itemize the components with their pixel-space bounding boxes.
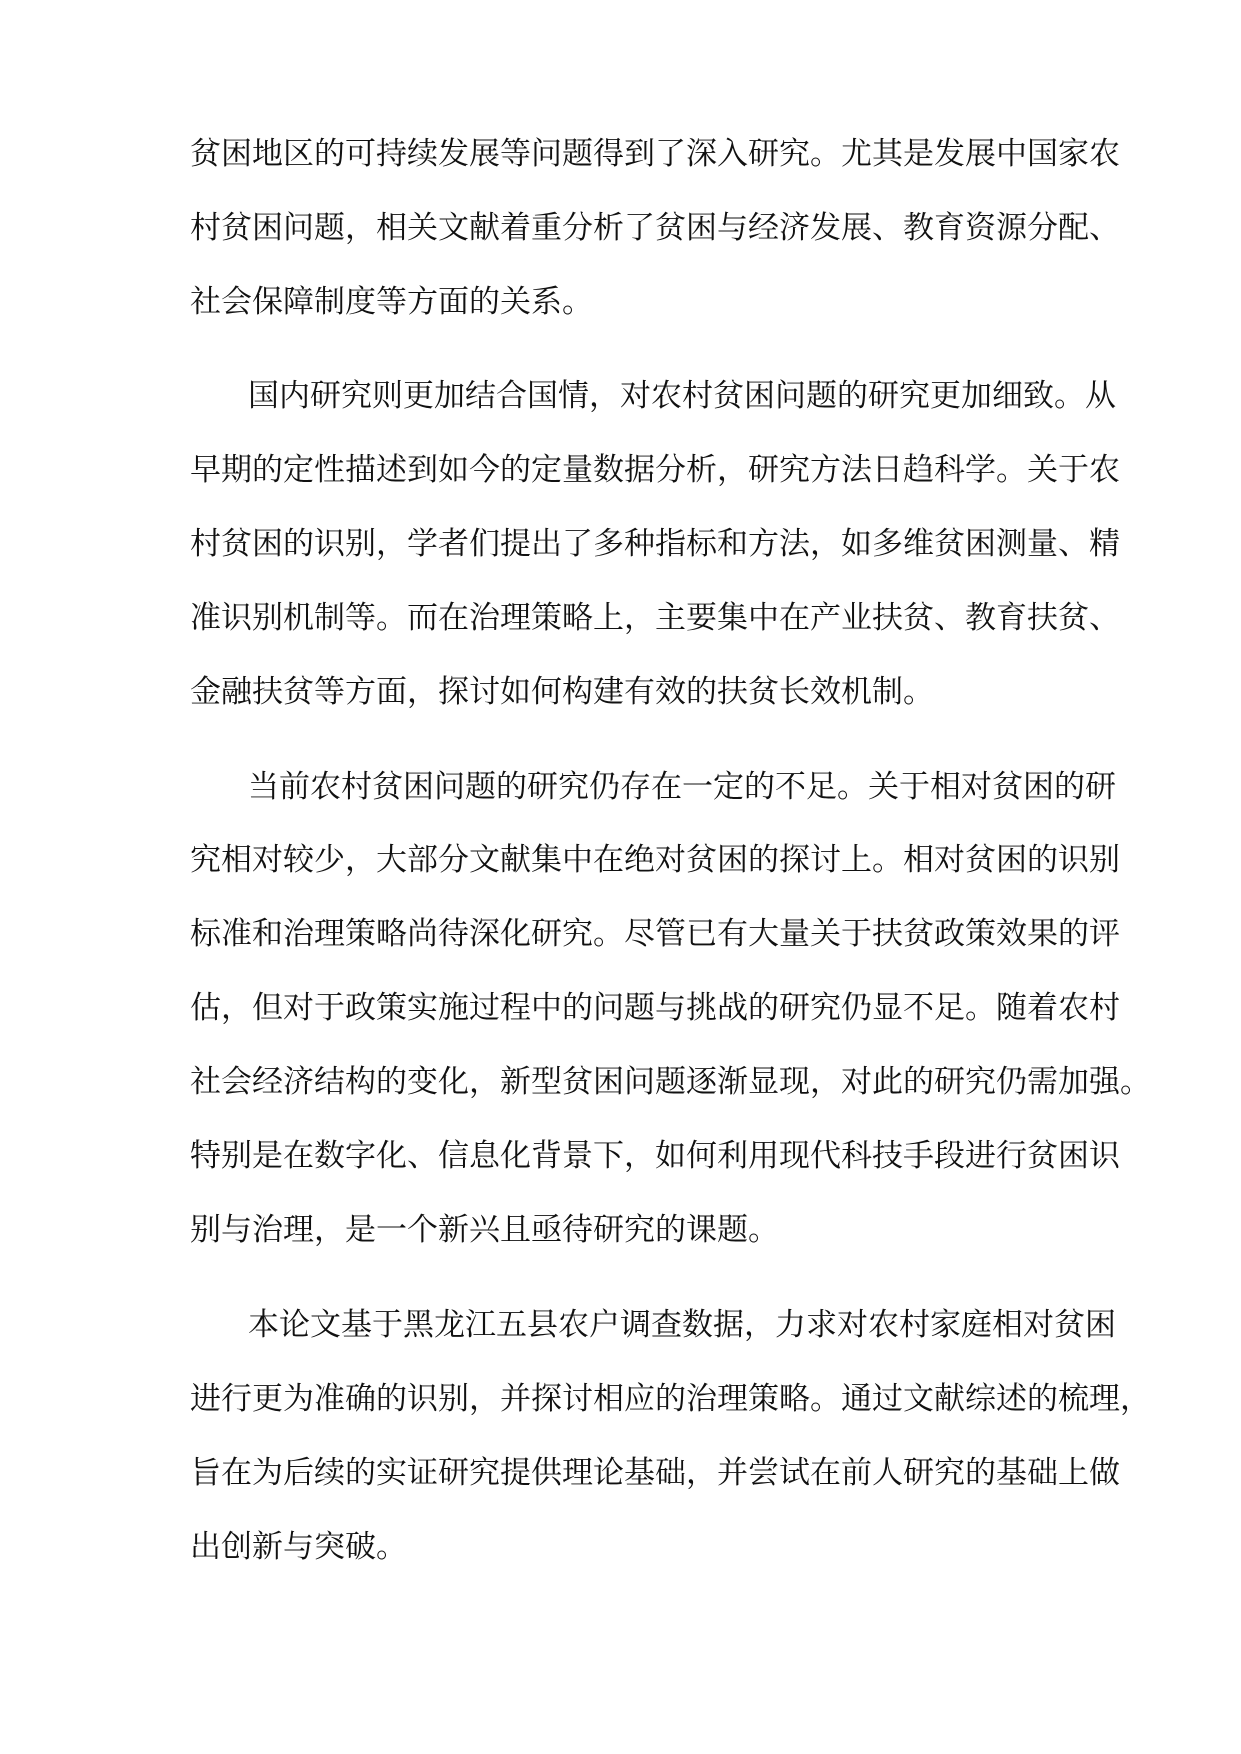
text-line: 社会保障制度等方面的关系。 bbox=[190, 284, 593, 320]
text-line: 当前农村贫困问题的研究仍存在一定的不足。关于相对贫困的研 bbox=[248, 769, 1116, 805]
text-line: 国内研究则更加结合国情，对农村贫困问题的研究更加细致。从 bbox=[248, 378, 1116, 414]
text-line: 贫困地区的可持续发展等问题得到了深入研究。尤其是发展中国家农 bbox=[190, 136, 1120, 172]
text-line: 准识别机制等。而在治理策略上，主要集中在产业扶贫、教育扶贫、 bbox=[190, 600, 1120, 636]
text-line: 特别是在数字化、信息化背景下，如何利用现代科技手段进行贫困识 bbox=[190, 1138, 1120, 1174]
text-line: 本论文基于黑龙江五县农户调查数据，力求对农村家庭相对贫困 bbox=[248, 1307, 1116, 1343]
text-line: 出创新与突破。 bbox=[190, 1529, 407, 1565]
text-line: 旨在为后续的实证研究提供理论基础，并尝试在前人研究的基础上做 bbox=[190, 1455, 1120, 1491]
text-line: 社会经济结构的变化，新型贫困问题逐渐显现，对此的研究仍需加强。 bbox=[190, 1064, 1151, 1100]
text-line: 村贫困问题，相关文献着重分析了贫困与经济发展、教育资源分配、 bbox=[190, 210, 1120, 246]
text-line: 估，但对于政策实施过程中的问题与挑战的研究仍显不足。随着农村 bbox=[190, 990, 1120, 1026]
text-line: 早期的定性描述到如今的定量数据分析，研究方法日趋科学。关于农 bbox=[190, 452, 1120, 488]
text-line: 标准和治理策略尚待深化研究。尽管已有大量关于扶贫政策效果的评 bbox=[190, 916, 1120, 952]
text-line: 别与治理，是一个新兴且亟待研究的课题。 bbox=[190, 1212, 779, 1248]
text-line: 村贫困的识别，学者们提出了多种指标和方法，如多维贫困测量、精 bbox=[190, 526, 1120, 562]
text-line: 进行更为准确的识别，并探讨相应的治理策略。通过文献综述的梳理， bbox=[190, 1381, 1151, 1417]
text-line: 究相对较少，大部分文献集中在绝对贫困的探讨上。相对贫困的识别 bbox=[190, 842, 1120, 878]
text-line: 金融扶贫等方面，探讨如何构建有效的扶贫长效机制。 bbox=[190, 674, 934, 710]
